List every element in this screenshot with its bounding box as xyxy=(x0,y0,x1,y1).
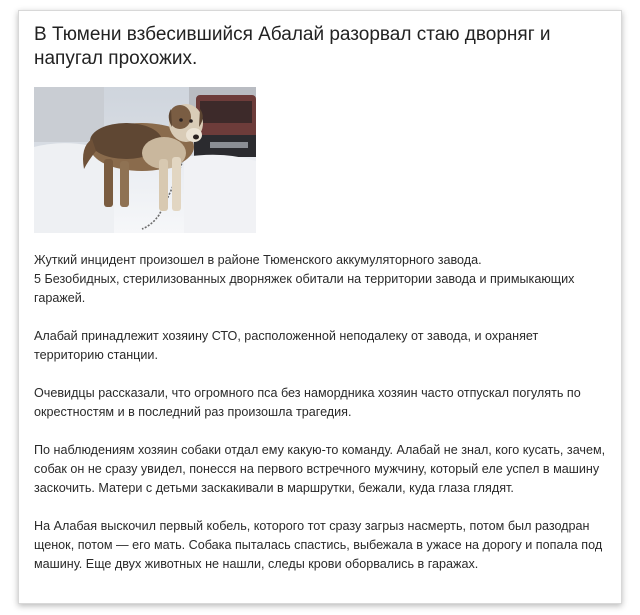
paragraph xyxy=(34,251,610,308)
paragraph xyxy=(34,384,610,422)
paragraph-line: 5 Безобидных, стерилизованных дворняжек обитали на территории завода и примыкающих гаражей. xyxy=(34,272,575,305)
paragraph-line: По наблюдениям хозяин собаки отдал ему какую-то команду. Алабай не знал, кого кусать, зачем, собак он не сразу увидел, понесся на первого встречного мужчину, который еле успел в машину заскочить. Матери с детьми заскакивали в маршрутки, бежали, куда глаза глядят. xyxy=(34,443,606,495)
paragraph xyxy=(34,517,610,574)
article-body xyxy=(34,251,610,593)
dog-photo-icon xyxy=(34,87,256,233)
paragraph xyxy=(34,327,610,365)
paragraph xyxy=(34,441,610,498)
article-card xyxy=(18,10,622,604)
paragraph-line: Жуткий инцидент произошел в районе Тюменского аккумуляторного завода. xyxy=(34,253,482,267)
article-title: В Тюмени взбесившийся Абалай разорвал стаю дворняг и напугал прохожих. xyxy=(34,24,551,69)
article-photo xyxy=(34,87,256,233)
paragraph-line: Алабай принадлежит хозяину СТО, расположенной неподалеку от завода, и охраняет территорию станции. xyxy=(34,329,539,362)
paragraph-line: Очевидцы рассказали, что огромного пса без намордника хозяин часто отпускал погулять по окрестностям и в последний раз произошла трагедия. xyxy=(34,386,581,419)
paragraph-line: На Алабая выскочил первый кобель, которого тот сразу загрыз насмерть, потом был разодран щенок, потом — его мать. Собака пыталась спастись, выбежала в ужасе на дорогу и попала под машину. Еще двух животных не нашли, следы крови оборвались в гаражах. xyxy=(34,519,603,571)
